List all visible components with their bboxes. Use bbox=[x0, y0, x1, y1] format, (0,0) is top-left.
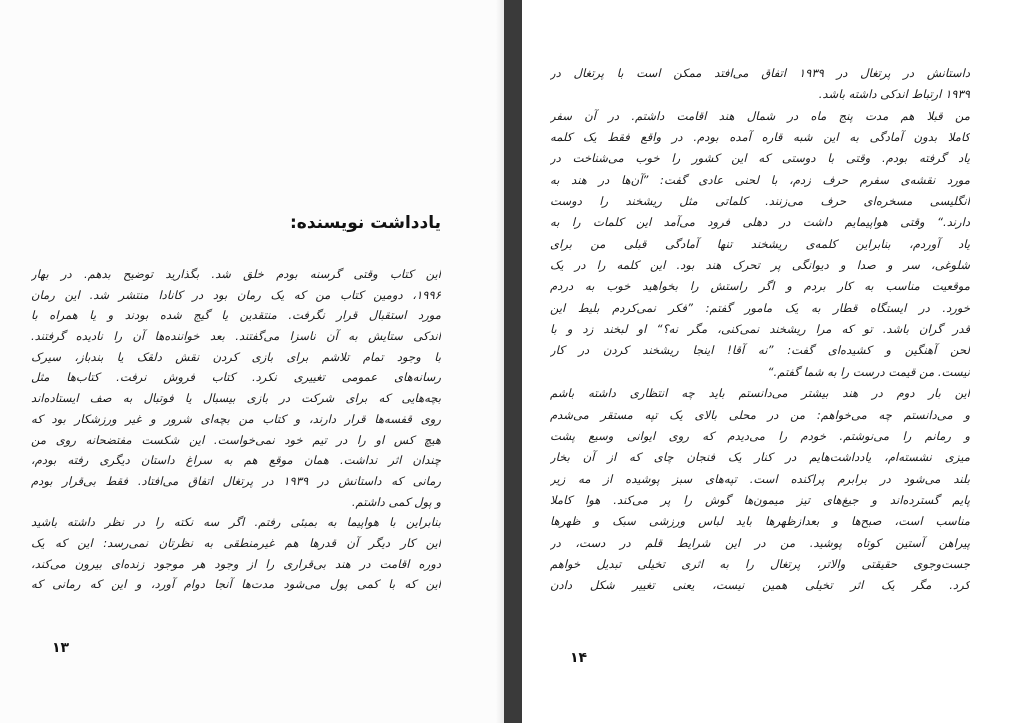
text-line: و رمانم را می‌نوشتم. خودم را می‌دیدم که روی ایوانی وسیع پشت bbox=[550, 428, 970, 443]
text-line: روی قفسه‌ها قرار دارند، و کتاب من بچه‌ای شرور و غیر ورزشکار بود که bbox=[31, 411, 441, 426]
text-line: کاملا بدون آمادگی به این شبه قاره آمده بودم. در واقع فقط یک کلمه bbox=[550, 130, 970, 145]
text-line: دارند.“ وقتی هواپیمایم داشت در دهلی فرود می‌آمد این کلمات را به bbox=[550, 215, 970, 230]
text-line: مورد استقبال قرار نگرفت. منتقدین یا گیج شده بودند و یا همراه با bbox=[31, 308, 441, 323]
text-line: بلند می‌شود در برابرم پراکنده است. تپه‌های سبز پوشیده از مه زیر bbox=[550, 471, 970, 486]
text-line: یاد گرفته بودم. وقتی با دوستی که این کشور را خوب می‌شناخت در bbox=[550, 151, 970, 166]
text-line: رسانه‌های عمومی تغییری نکرد. کتاب فروش نرفت. کتاب‌ها مثل bbox=[31, 370, 441, 385]
text-line: خورد. در ایستگاه قطار به یک مامور گفتم: ”فکر نمی‌کردم بلیط این bbox=[550, 300, 970, 315]
text-line: این کتاب وقتی گرسنه بودم خلق شد. بگذارید توضیح بدهم. در بهار bbox=[31, 267, 441, 281]
text-line: اندکی ستایش به آن ناسزا می‌گفتند. بعد خواننده‌ها آن را نادیده گرفتند. bbox=[31, 329, 441, 344]
text-line: مورد نقشه‌ی سفرم حرف زدم، با لحنی عادی گفت: ”آن‌ها در هند به bbox=[550, 172, 970, 187]
text-line: یاد آوردم، بنابراین کلمه‌ی ریشخند تنها آمادگی قبلی من برای bbox=[550, 236, 970, 251]
text-line: این که با کمی پول می‌شود مدت‌ها آنجا دوام آورد، و این که رمانی که bbox=[31, 577, 441, 592]
text-line: لحن آهنگین و کشیده‌ای گفت: ”نه آقا! اینجا ریشخند کردن در کار bbox=[550, 343, 970, 358]
text-line: دوره اقامت در هند بی‌قراری را از وجود هر موجود زنده‌ای بیرون می‌کند، bbox=[31, 556, 441, 571]
text-line: هیچ کس او را در تیم خود نمی‌خواست. این شکست مفتضحانه روی من bbox=[31, 432, 441, 447]
text-line: انگلیسی مسخره‌ای حرف می‌زنند. کلماتی مثل ریشخند را دوست bbox=[550, 194, 970, 209]
text-line: این بار دوم در هند بیشتر می‌دانستم باید چه انتظاری داشته باشم bbox=[550, 386, 970, 401]
page-14-body bbox=[550, 63, 970, 597]
text-line: رمانی که داستانش در ۱۹۳۹ در پرتغال اتفاق می‌افتاد. فقط بی‌قرار بودم bbox=[31, 473, 441, 488]
text-line: قدر گران باشد. تو که مرا ریشخند نمی‌کنی، مگر نه؟“ او لبخند زد و با bbox=[550, 322, 970, 337]
page-shadow bbox=[496, 0, 504, 723]
text-line: شلوغی، سر و صدا و دیوانگی پر تحرک هند بود. این کلمه را در یک bbox=[550, 258, 970, 273]
page-gutter bbox=[504, 0, 522, 723]
text-line: پایم گسترده‌اند و جیغ‌های تیز میمون‌ها گوش را پر می‌کند. هوا کاملا bbox=[550, 492, 970, 507]
text-line: کرد. مگر یک اثر تخیلی همین نیست، یعنی تغییر شکل دادن bbox=[550, 578, 970, 593]
text-line: ۱۹۹۶، دومین کتاب من که یک رمان بود در کانادا منتشر شد. این رمان bbox=[31, 287, 441, 302]
page-number: ۱۴ bbox=[570, 650, 588, 666]
text-line: پیراهن آستین کوتاه پوشید. من در این شرایط قلم در دست، در bbox=[550, 535, 970, 550]
text-line: مناسب است، صبح‌ها و بعدازظهرها باید لباس ورزشی سبک و ظهرها bbox=[550, 514, 970, 529]
text-line: بچه‌هایی که برای شرکت در بازی بیسبال یا فوتبال به صف ایستاده‌اند bbox=[31, 391, 441, 406]
text-line: میزی نشسته‌ام، یادداشت‌هایم در کنار یک فنجان چای که از آن بخار bbox=[550, 450, 970, 465]
page-14 bbox=[522, 0, 1024, 723]
text-line: ۱۹۳۹ ارتباط اندکی داشته باشد. bbox=[818, 87, 970, 102]
page-number: ۱۳ bbox=[52, 640, 70, 656]
text-line: جست‌وجوی حقیقتی والاتر، پرتغال را به اثری تخیلی تبدیل خواهم bbox=[550, 556, 970, 571]
text-line: با وجود تمام تلاشم برای بازی کردن نقش دلقک یا بندباز، سیرک bbox=[31, 349, 441, 364]
text-line: نیست. من قیمت درست را به شما گفتم.“ bbox=[767, 364, 970, 379]
page-13-body bbox=[31, 264, 441, 595]
text-line: و می‌دانستم چه می‌خواهم: من در محلی بالای یک تپه مستقر می‌شدم bbox=[550, 407, 970, 422]
text-line: من قبلا هم مدت پنج ماه در شمال هند اقامت داشتم. در آن سفر bbox=[550, 108, 970, 123]
text-line: و پول کمی داشتم. bbox=[351, 494, 441, 509]
text-line: موقعیت مناسب به کار بردم و اگر راستش را بخواهید خوب به دردم bbox=[550, 279, 970, 294]
text-line: بنابراین با هواپیما به بمبئی رفتم. اگر سه نکته را در نظر داشته باشید bbox=[31, 515, 441, 530]
page-13 bbox=[0, 0, 504, 723]
text-line: این کار دیگر آن قدرها هم غیرمنطقی به نظرتان نمی‌رسد: این که یک bbox=[31, 535, 441, 550]
text-line: چندان اثر نداشت. همان موقع هم به سراغ داستان دیگری رفته بودم، bbox=[31, 453, 441, 468]
text-line: داستانش در پرتغال در ۱۹۳۹ اتفاق می‌افتد ممکن است با پرتغال در bbox=[550, 66, 970, 80]
page-heading: یادداشت نویسنده: bbox=[290, 213, 441, 233]
